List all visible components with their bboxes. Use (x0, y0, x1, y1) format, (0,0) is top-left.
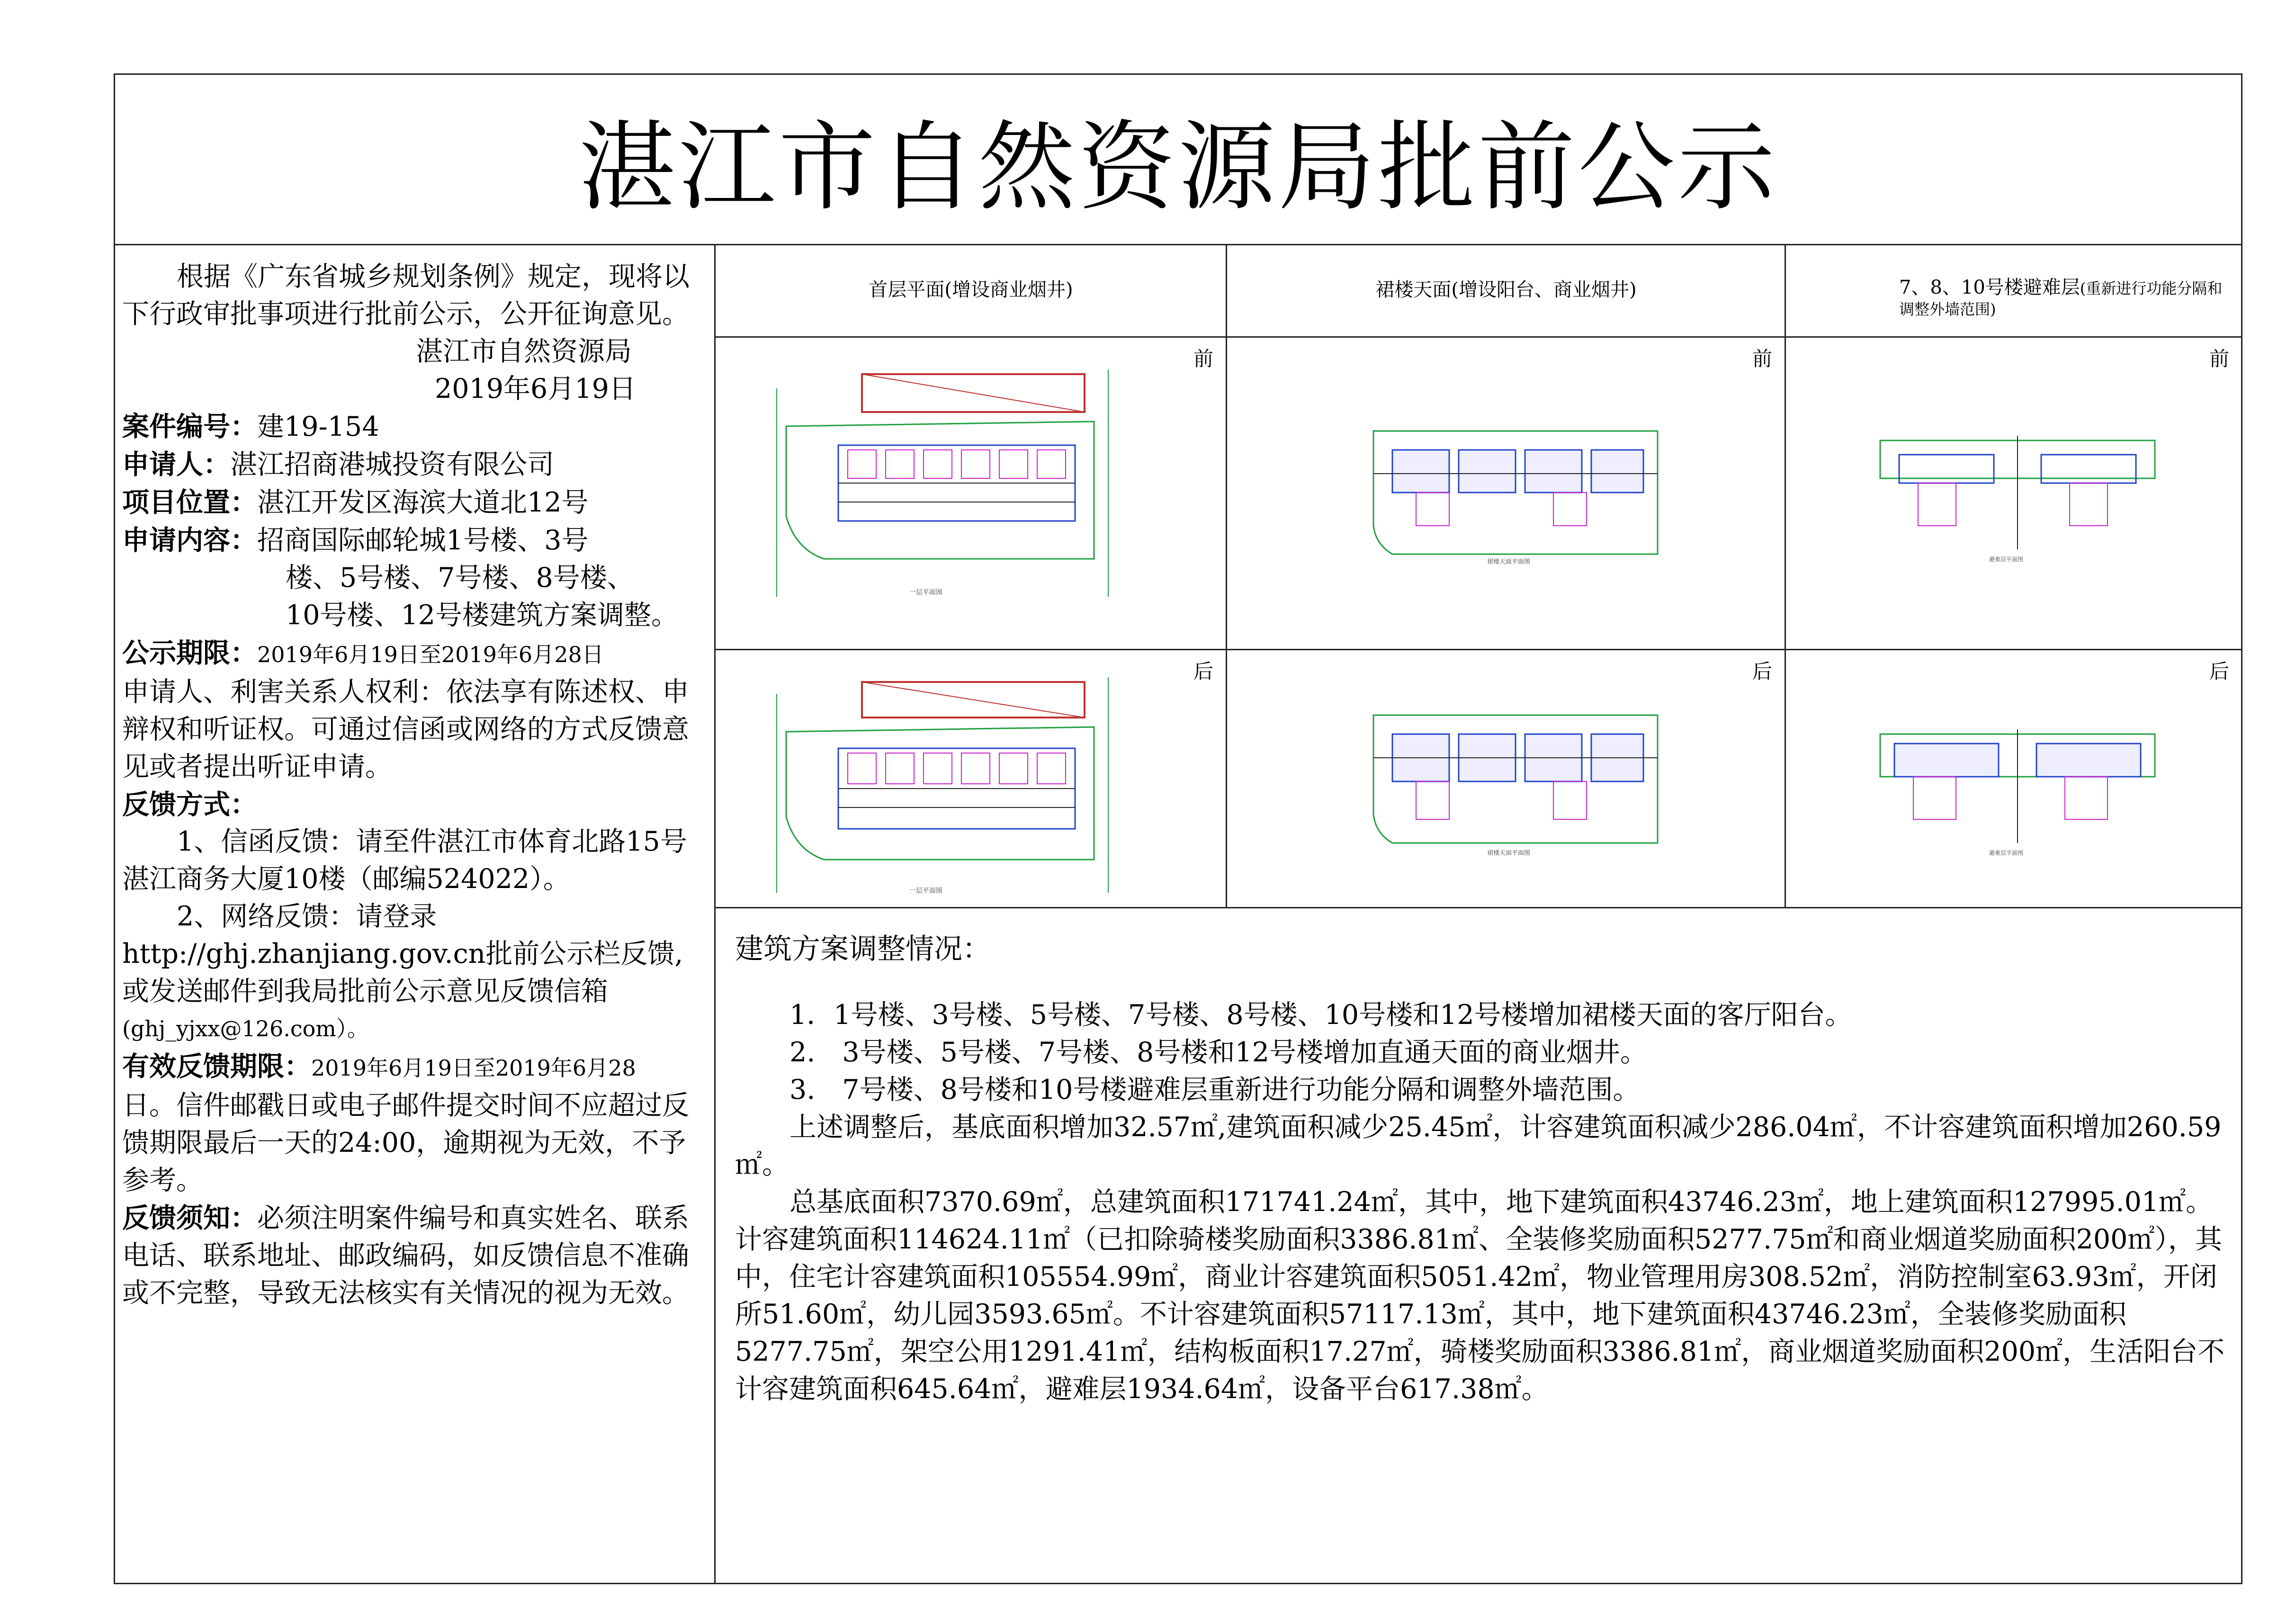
content-line-3: 10号楼、12号楼建筑方案调整。 (286, 600, 679, 631)
feedback-email: (ghj_yjxx@126.com）。 (122, 1016, 369, 1041)
notes-summary: 上述调整后，基底面积增加32.57㎡,建筑面积减少25.45㎡，计容建筑面积减少286.04㎡，不计容建筑面积增加260.59㎡。 (735, 1112, 2222, 1180)
column-divider-2 (1785, 244, 1786, 907)
notes-heading: 建筑方案调整情况： (735, 933, 991, 966)
project-location: 湛江开发区海滨大道北12号 (257, 487, 589, 518)
rights-text: 申请人、利害关系人权利：依法享有陈述权、申辩权和听证权。可通过信函或网络的方式反馈意见或者提出听证申请。 (122, 676, 689, 782)
case-label: 案件编号： (122, 411, 257, 442)
column-divider-left (714, 244, 716, 1584)
before-after-divider (714, 649, 2242, 650)
before-tag-3: 前 (2209, 347, 2230, 370)
svg-text:避难层平面图: 避难层平面图 (1989, 556, 2024, 563)
before-tag-2: 前 (1752, 347, 1773, 370)
case-number: 建19-154 (257, 411, 379, 442)
refuge-floor-plan-before-drawing (1871, 426, 2164, 568)
feedback-url: http://ghj.zhanjiang.gov.cn批前公示栏反馈,或发送邮件到我局批前公示意见反馈信箱 (122, 938, 683, 1007)
notes-totals: 总基底面积7370.69㎡，总建筑面积171741.24㎡，其中，地下建筑面积43746.23㎡，地上建筑面积127995.01㎡。计容建筑面积114624.11㎡（已扣除骑楼奖励面积3386.81㎡、全装修奖励面积5277.75㎡和商业烟道奖励面积200㎡），其中，住宅计容建筑面积105554.99㎡，商业计容建筑面积5051.42㎡，物业管理用房308.52㎡，消防控制室63.93㎡，开闭所51.60㎡，幼儿园3593.65㎡。不计容建筑面积57117.13㎡，其中，地下建筑面积43746.23㎡，全装修奖励面积5277.75㎡，架空公用1291.41㎡，结构板面积17.27㎡，骑楼奖励面积3386.81㎡，商业烟道奖励面积200㎡，生活阳台不计容建筑面积645.64㎡，避难层1934.64㎡，设备平台617.38㎡。 (735, 1186, 2225, 1405)
podium-roof-plan-after-drawing (1364, 701, 1667, 862)
after-tag-2: 后 (1752, 660, 1773, 683)
title-divider (114, 244, 2242, 245)
refuge-floor-note: (重新进行功能分隔和调整外墙范围) (1899, 279, 2223, 318)
period-label: 公示期限： (122, 637, 257, 669)
ground-floor-plan-after-drawing (767, 670, 1137, 902)
column-header-refuge-floor (1899, 277, 2231, 320)
issue-date: 2019年6月19日 (435, 373, 636, 404)
column-divider-1 (1226, 244, 1227, 907)
column-header-ground-floor: 首层平面(增设商业烟井) (869, 279, 1073, 301)
drawings-divider (714, 907, 2242, 908)
valid-details: 日。信件邮戳日或电子邮件提交时间不应超过反馈期限最后一天的24:00，逾期视为无效，不予参考。 (122, 1090, 689, 1196)
svg-text:一层平面图: 一层平面图 (909, 887, 942, 895)
notes-item-3: 3. 7号楼、8号楼和10号楼避难层重新进行功能分隔和调整外墙范围。 (789, 1074, 1640, 1105)
feedback-online: 2、网络反馈：请登录 (177, 901, 437, 932)
notes-item-2: 2. 3号楼、5号楼、7号楼、8号楼和12号楼增加直通天面的商业烟井。 (789, 1037, 1647, 1068)
column-header-podium-roof: 裙楼天面(增设阳台、商业烟井) (1375, 279, 1637, 301)
content-line-1: 招商国际邮轮城1号楼、3号 (257, 525, 589, 556)
valid-label: 有效反馈期限： (122, 1050, 311, 1082)
location-label: 项目位置： (122, 486, 257, 518)
after-tag-3: 后 (2209, 660, 2230, 683)
issuing-org: 湛江市自然资源局 (416, 336, 632, 367)
feedback-mail: 1、信函反馈：请至件湛江市体育北路15号湛江商务大厦10楼（邮编524022）。 (122, 826, 687, 895)
svg-text:裙楼天面平面图: 裙楼天面平面图 (1487, 558, 1531, 565)
podium-roof-plan-before-drawing (1364, 412, 1667, 568)
notice-text: 必须注明案件编号和真实姓名、联系电话、联系地址、邮政编码，如反馈信息不准确或不完整，导致无法核实有关情况的视为无效。 (122, 1202, 689, 1309)
applicant-name: 湛江招商港城投资有限公司 (230, 449, 554, 480)
refuge-floor-title: 7、8、10号楼避难层 (1899, 277, 2080, 298)
content-line-2: 楼、5号楼、7号楼、8号楼、 (286, 562, 634, 593)
intro-text: 根据《广东省城乡规划条例》规定，现将以下行政审批事项进行批前公示，公开征询意见。 (122, 261, 690, 330)
svg-text:裙楼天面平面图: 裙楼天面平面图 (1487, 850, 1531, 857)
adjustment-notes (735, 931, 2232, 1408)
after-tag-1: 后 (1193, 660, 1214, 683)
header-row-divider (714, 336, 2242, 338)
feedback-label: 反馈方式： (122, 789, 257, 820)
refuge-floor-plan-after-drawing (1871, 720, 2164, 862)
page-title: 湛江市自然资源局批前公示 (578, 111, 1778, 224)
ground-floor-plan-before-drawing (767, 360, 1137, 606)
notes-item-1: 1．1号楼、3号楼、5号楼、7号楼、8号楼、10号楼和12号楼增加裙楼天面的客厅阳台。 (789, 999, 1852, 1031)
valid-period: 2019年6月19日至2019年6月28 (311, 1055, 636, 1081)
info-panel (122, 258, 709, 1312)
applicant-label: 申请人： (122, 449, 230, 480)
before-tag-1: 前 (1193, 347, 1214, 370)
svg-text:避难层平面图: 避难层平面图 (1989, 850, 2024, 856)
notice-label: 反馈须知： (122, 1202, 257, 1234)
notice-period: 2019年6月19日至2019年6月28日 (257, 642, 604, 667)
content-label: 申请内容： (122, 524, 257, 556)
svg-text:一层平面图: 一层平面图 (909, 589, 942, 596)
